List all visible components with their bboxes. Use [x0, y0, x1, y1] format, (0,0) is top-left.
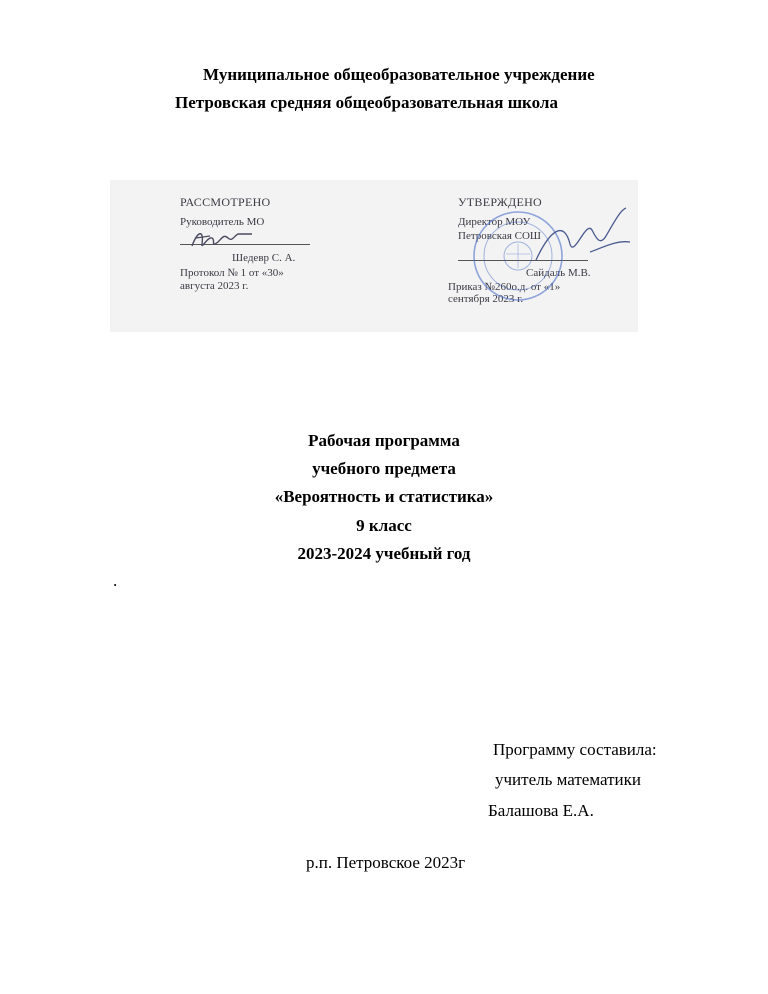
reviewer-name: Шедевр С. А.: [232, 252, 296, 264]
program-school-year: 2023-2024 учебный год: [297, 544, 471, 563]
reviewed-protocol-date: августа 2023 г.: [180, 280, 249, 292]
stray-dot: .: [113, 571, 118, 590]
reviewed-position: Руководитель МО: [180, 216, 265, 228]
approver-signature: [530, 200, 640, 280]
author-heading: Программу составила:: [493, 740, 657, 759]
approved-position: Директор МОУ: [458, 216, 531, 228]
program-subject-label: учебного предмета: [312, 459, 456, 478]
reviewed-protocol: Протокол № 1 от «30»: [180, 267, 284, 279]
reviewed-signature: [188, 224, 258, 254]
school-type-heading: Муниципальное общеобразовательное учреждение: [203, 65, 595, 84]
author-name: Балашова Е.А.: [488, 801, 594, 820]
approved-heading: УТВЕРЖДЕНО: [458, 195, 543, 209]
program-grade: 9 класс: [356, 516, 412, 535]
approved-order: Приказ №260о.д. от «1»: [448, 281, 561, 293]
approved-school: Петровская СОШ: [458, 230, 542, 242]
place-and-year: р.п. Петровское 2023г: [306, 853, 466, 872]
program-subject-name: «Вероятность и статистика»: [274, 487, 494, 506]
reviewed-heading: РАССМОТРЕНО: [180, 195, 271, 209]
approval-block: [110, 180, 638, 332]
author-position: учитель математики: [495, 770, 641, 789]
school-name-heading: Петровская средняя общеобразовательная школа: [175, 93, 558, 112]
program-title: Рабочая программа: [308, 431, 460, 450]
approver-name: Сайдаль М.В.: [526, 267, 591, 279]
approved-order-date: сентября 2023 г.: [448, 293, 524, 305]
